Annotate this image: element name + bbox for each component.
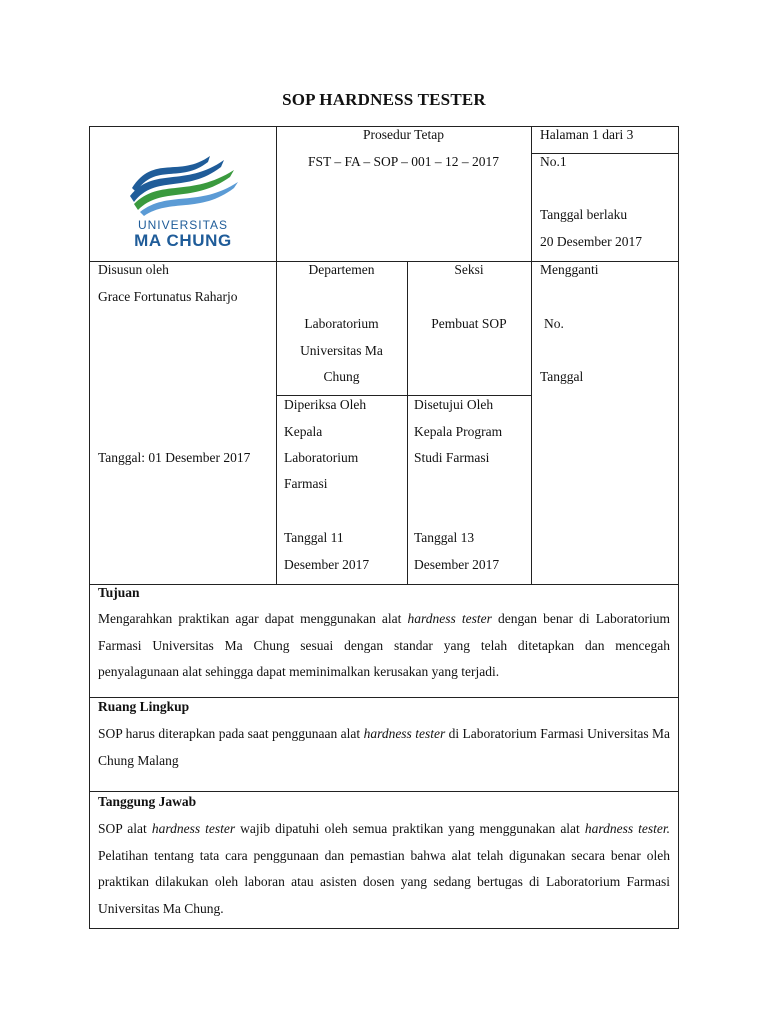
rule-col-middle <box>407 261 408 584</box>
ruang-lingkup-italic-1: hardness tester <box>363 726 446 741</box>
effective-label: Tanggal berlaku <box>540 207 628 222</box>
checked-by-line-2: Kepala <box>284 424 323 439</box>
logo-text-ma-chung: MA CHUNG <box>134 231 232 250</box>
tanggung-jawab-italic-2: hardness tester. <box>584 821 671 836</box>
department-line-1: Laboratorium <box>304 316 379 331</box>
tujuan-text-2: dengan benar di Laboratorium Farmasi Universitas Ma Chung sesuai dengan standar yang telah ditetapkan dan mencegah penyalagunaan alat sehingga dapat meminimalkan kerusakan yang terjadi. <box>98 611 670 679</box>
ruang-lingkup-heading: Ruang Lingkup <box>98 699 190 714</box>
document-title: SOP HARDNESS TESTER <box>282 90 486 109</box>
tujuan-text <box>98 606 670 686</box>
doc-code: FST – FA – SOP – 001 – 12 – 2017 <box>307 154 500 169</box>
prepared-by-name: Grace Fortunatus Raharjo <box>98 289 238 304</box>
tujuan-heading: Tujuan <box>98 585 140 600</box>
tanggung-jawab-text-2: wajib dipatuhi oleh semua praktikan yang menggunakan alat <box>235 821 585 836</box>
approved-date-line-2: Desember 2017 <box>414 557 500 572</box>
prepared-date: Tanggal: 01 Desember 2017 <box>98 450 251 465</box>
logo-text-universitas: UNIVERSITAS <box>137 218 229 232</box>
university-logo <box>124 148 242 252</box>
rule-info-bottom <box>89 584 679 585</box>
prepared-by-label: Disusun oleh <box>98 262 169 277</box>
ruang-lingkup-text-1: SOP harus diterapkan pada saat penggunaan alat <box>98 726 364 741</box>
tanggung-jawab-text <box>98 816 670 922</box>
checked-date-line-1: Tanggal 11 <box>284 530 344 545</box>
approved-by-line-2: Kepala Program <box>414 424 503 439</box>
checked-date-line-2: Desember 2017 <box>284 557 370 572</box>
tanggung-jawab-text-3: Pelatihan tentang tata cara penggunaan dan pemastian bahwa alat telah digunakan secara benar oleh praktikan dilakukan oleh laboran atau asisten dosen yang sedang bertugas di Laboratorium Farmasi Universitas Ma Chung. <box>98 847 670 916</box>
department-line-2: Universitas Ma <box>300 343 383 358</box>
ruang-lingkup-text-2: di Laboratorium Farmasi Universitas Ma Chung Malang <box>98 726 671 768</box>
tujuan-text-1: Mengarahkan praktikan agar dapat menggunakan alat <box>98 611 408 626</box>
rule-col-right <box>531 126 532 584</box>
checked-by-line-1: Diperiksa Oleh <box>284 397 367 412</box>
department-line-3: Chung <box>323 369 360 384</box>
effective-date: 20 Desember 2017 <box>540 234 642 249</box>
approved-by-line-3: Studi Farmasi <box>414 450 490 465</box>
department-label: Departemen <box>308 262 375 277</box>
replaces-label: Mengganti <box>540 262 599 277</box>
procedure-label: Prosedur Tetap <box>363 127 444 142</box>
checked-by-line-3: Laboratorium <box>284 450 359 465</box>
page-info: Halaman 1 dari 3 <box>540 127 634 142</box>
replaces-no: No. <box>544 316 564 331</box>
approved-by-line-1: Disetujui Oleh <box>414 397 494 412</box>
section-value: Pembuat SOP <box>431 316 507 331</box>
replaces-date: Tanggal <box>540 369 584 384</box>
tanggung-jawab-heading: Tanggung Jawab <box>98 794 197 809</box>
wave-logo-icon <box>124 148 242 218</box>
tanggung-jawab-text-1: SOP alat <box>98 821 152 836</box>
ruang-lingkup-text <box>98 721 670 774</box>
checked-by-line-4: Farmasi <box>284 476 328 491</box>
doc-number: No.1 <box>540 154 567 169</box>
section-label: Seksi <box>454 262 484 277</box>
tanggung-jawab-italic-1: hardness tester <box>151 821 236 836</box>
approved-date-line-1: Tanggal 13 <box>414 530 475 545</box>
tujuan-italic-1: hardness tester <box>407 611 492 626</box>
